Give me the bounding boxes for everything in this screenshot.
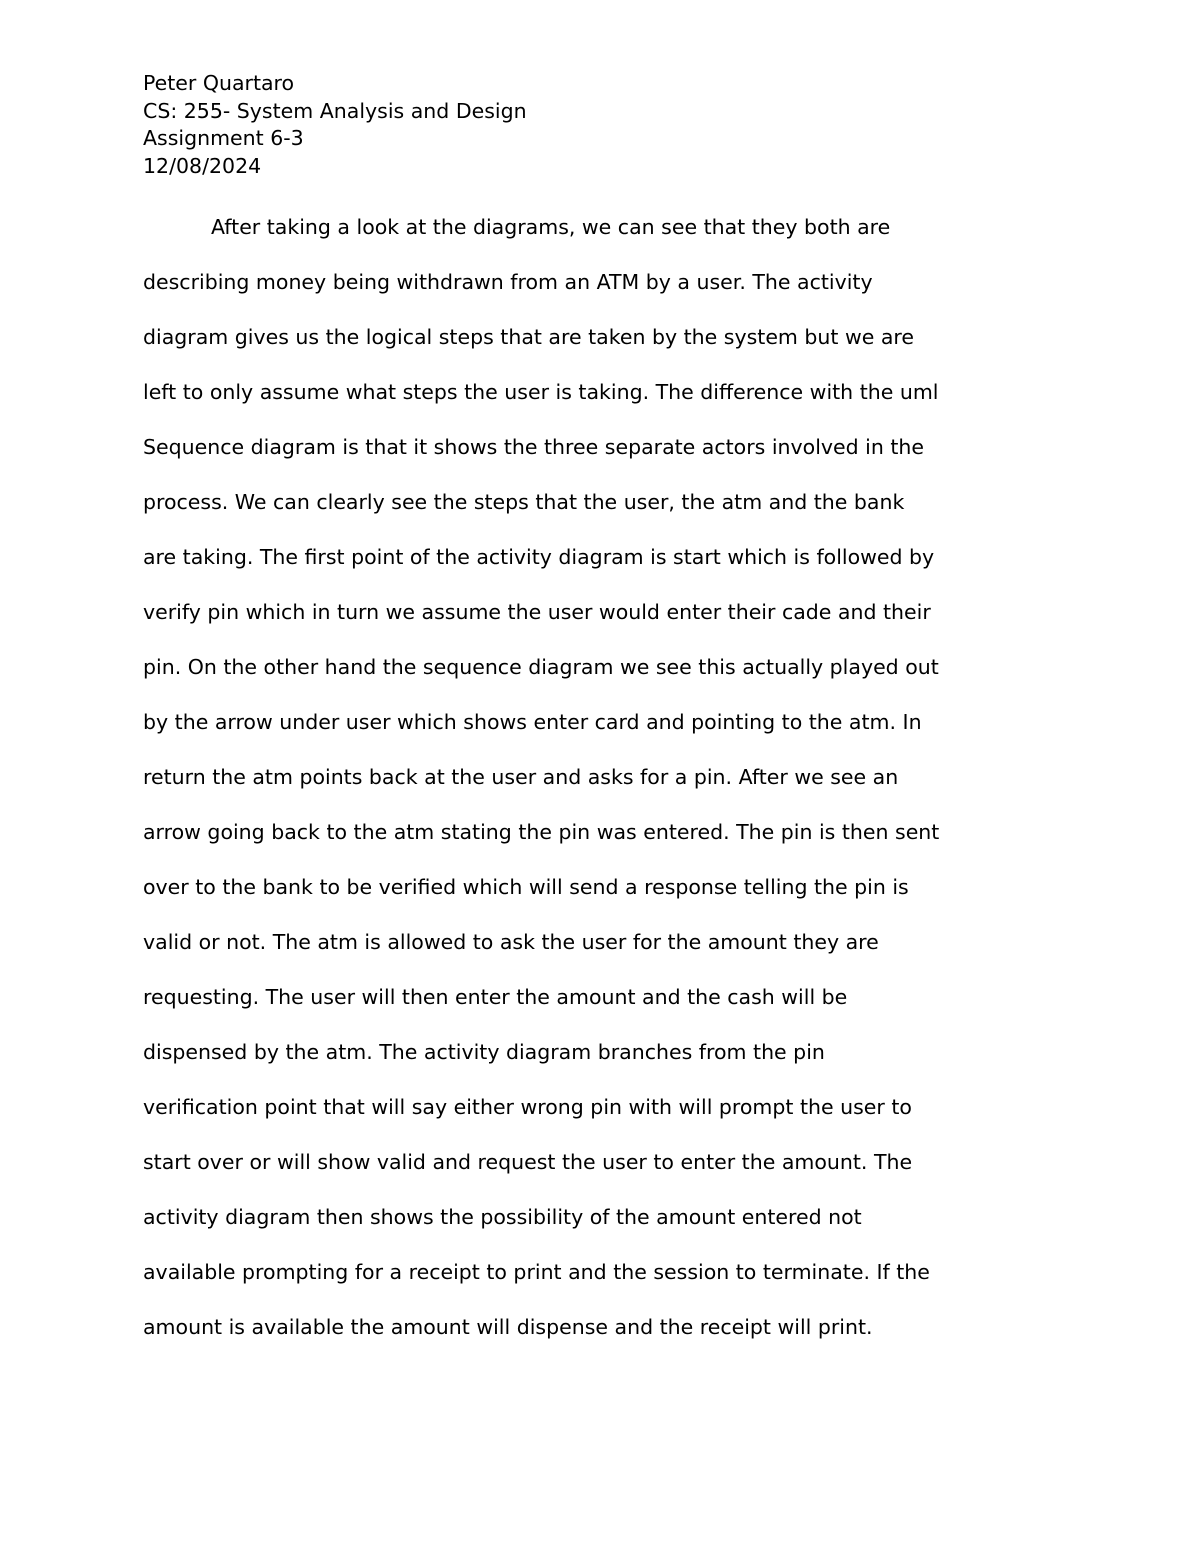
body-paragraph <box>143 200 1063 1355</box>
paragraph-line: over to the bank to be verified which will send a response telling the pin is <box>143 875 909 899</box>
paragraph-line: return the atm points back at the user and asks for a pin. After we see an <box>143 765 899 789</box>
author-name: Peter Quartaro <box>143 71 295 95</box>
paragraph-line: describing money being withdrawn from an ATM by a user. The activity <box>143 270 873 294</box>
paragraph-line: After taking a look at the diagrams, we can see that they both are <box>211 215 891 239</box>
paragraph-line: arrow going back to the atm stating the pin was entered. The pin is then sent <box>143 820 940 844</box>
paragraph-line: are taking. The first point of the activity diagram is start which is followed by <box>143 545 935 569</box>
paragraph-line: verify pin which in turn we assume the user would enter their cade and their <box>143 600 931 624</box>
document-date: 12/08/2024 <box>143 153 262 178</box>
paragraph-line: process. We can clearly see the steps that the user, the atm and the bank <box>143 490 905 514</box>
paragraph-line: valid or not. The atm is allowed to ask the user for the amount they are <box>143 930 879 954</box>
paragraph-line: verification point that will say either wrong pin with will prompt the user to <box>143 1095 912 1119</box>
paragraph-line: activity diagram then shows the possibility of the amount entered not <box>143 1205 862 1229</box>
paragraph-line: requesting. The user will then enter the amount and the cash will be <box>143 985 848 1009</box>
paragraph-line: by the arrow under user which shows enter card and pointing to the atm. In <box>143 710 922 734</box>
paragraph-line: amount is available the amount will dispense and the receipt will print. <box>143 1315 873 1339</box>
course-title: CS: 255- System Analysis and Design <box>143 98 527 123</box>
paragraph-line: available prompting for a receipt to print and the session to terminate. If the <box>143 1260 930 1284</box>
assignment-title: Assignment 6-3 <box>143 126 304 150</box>
paragraph-line: Sequence diagram is that it shows the three separate actors involved in the <box>143 435 925 459</box>
paragraph-line: left to only assume what steps the user is taking. The difference with the uml <box>143 380 939 404</box>
paragraph-line: start over or will show valid and request the user to enter the amount. The <box>143 1150 913 1174</box>
document-header <box>143 70 1063 180</box>
paragraph-line: pin. On the other hand the sequence diagram we see this actually played out <box>143 655 939 679</box>
paragraph-line: dispensed by the atm. The activity diagram branches from the pin <box>143 1040 825 1064</box>
paragraph-line: diagram gives us the logical steps that are taken by the system but we are <box>143 325 915 349</box>
